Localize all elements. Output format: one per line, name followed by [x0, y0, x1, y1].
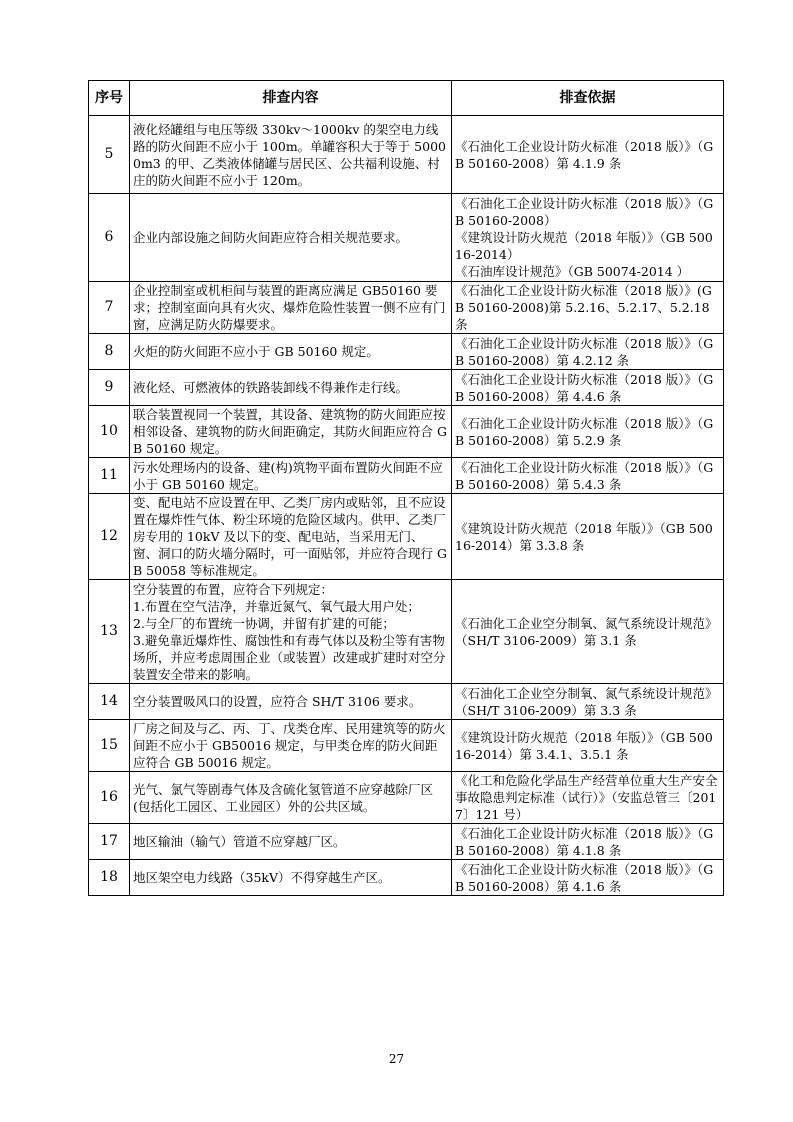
row-basis	[452, 116, 724, 194]
basis-line: 《石油化工企业设计防火标准（2018 版）》（GB 50160-2008）第 4.1.6 条	[455, 861, 714, 894]
content-line: 液化烃、可燃液体的铁路装卸线不得兼作走行线。	[133, 380, 409, 395]
content-line: 3.避免靠近爆炸性、腐蚀性和有毒气体以及粉尘等有害物场所，并应考虑周围企业（或装置）改建或扩建时对空分装置安全带来的影响。	[133, 632, 446, 682]
table-row	[89, 720, 724, 772]
row-number: 12	[89, 494, 130, 580]
row-number: 10	[89, 406, 130, 458]
content-line: 污水处理场内的设备、建(构)筑物平面布置防火间距不应小于 GB 50160 规定。	[133, 459, 443, 492]
row-basis	[452, 860, 724, 896]
row-content	[130, 116, 452, 194]
content-line: 联合装置视同一个装置，其设备、建筑物的防火间距应按相邻设备、建筑物的防火间距确定，其防火间距应符合 GB 50160 规定。	[133, 407, 447, 456]
table-row	[89, 580, 724, 684]
basis-line: 《石油化工企业设计防火标准（2018 版）》（GB 50160-2008）	[455, 196, 714, 228]
row-basis	[452, 684, 724, 720]
table-row	[89, 194, 724, 282]
table-header-row	[89, 81, 724, 116]
row-number: 13	[89, 580, 130, 684]
basis-line: 《石油化工企业设计防火标准（2018 版）》（GB 50160-2008）第 4.1.8 条	[455, 825, 714, 858]
row-content	[130, 684, 452, 720]
row-basis	[452, 406, 724, 458]
row-number: 9	[89, 370, 130, 406]
content-line: 企业内部设施之间防火间距应符合相关规范要求。	[133, 230, 409, 245]
row-content	[130, 406, 452, 458]
table-row	[89, 406, 724, 458]
row-basis	[452, 458, 724, 494]
row-basis	[452, 772, 724, 824]
content-line: 2.与全厂的布置统一协调，并留有扩建的可能；	[133, 615, 395, 631]
row-content	[130, 458, 452, 494]
row-basis	[452, 370, 724, 406]
row-content	[130, 494, 452, 580]
basis-line: 《石油化工企业设计防火标准（2018 版）》（GB 50160-2008）第 4.1.9 条	[455, 138, 714, 171]
content-line: 地区架空电力线路（35kV）不得穿越生产区。	[133, 870, 391, 885]
basis-line: 《建筑设计防火规范（2018 年版）》（GB 50016-2014）第 3.3.8 条	[455, 520, 713, 553]
basis-line: 《化工和危险化学品生产经营单位重大生产安全事故隐患判定标准（试行）》（安监总管三〔2017〕121 号）	[455, 773, 718, 822]
content-line: 1.布置在空气洁净，并靠近氮气、氧气最大用户处；	[133, 598, 420, 614]
content-line: 企业控制室或机柜间与装置的距离应满足 GB50160 要求；控制室面向具有火灾、爆炸危险性装置一侧不应有门窗，应满足防火防爆要求。	[133, 283, 446, 332]
row-basis	[452, 334, 724, 370]
basis-line: 《石油化工企业设计防火标准（2018 版）》（GB 50160-2008）第 4.2.12 条	[455, 335, 714, 368]
row-number: 15	[89, 720, 130, 772]
row-number: 17	[89, 824, 130, 860]
basis-line: 《石油化工企业设计防火标准（2018 版）》(GB 50160-2008)第 5.2.16、5.2.17、5.2.18 条	[455, 283, 712, 332]
header-content: 排查内容	[130, 81, 452, 116]
content-line: 地区输油（输气）管道不应穿越厂区。	[133, 834, 346, 849]
inspection-table	[88, 80, 724, 896]
table-row	[89, 116, 724, 194]
page-number: 27	[388, 1052, 405, 1066]
header-basis: 排查依据	[452, 81, 724, 116]
row-content	[130, 824, 452, 860]
table-row	[89, 458, 724, 494]
table-row	[89, 334, 724, 370]
table-row	[89, 824, 724, 860]
row-content	[130, 772, 452, 824]
basis-line: 《建筑设计防火规范（2018 年版）》（GB 50016-2014）	[455, 230, 713, 262]
basis-line: 《石油库设计规范》（GB 50074-2014 ）	[455, 264, 690, 279]
row-basis	[452, 282, 724, 334]
row-content	[130, 860, 452, 896]
row-number: 5	[89, 116, 130, 194]
content-line: 空分装置的布置，应符合下列规定：	[133, 581, 334, 597]
row-content	[130, 194, 452, 282]
basis-line: 《石油化工企业设计防火标准（2018 版）》（GB 50160-2008）第 5.2.9 条	[455, 415, 714, 448]
row-content	[130, 720, 452, 772]
content-line: 火炬的防火间距不应小于 GB 50160 规定。	[133, 344, 379, 359]
row-number: 18	[89, 860, 130, 896]
row-basis	[452, 824, 724, 860]
content-line: 厂房之间及与乙、丙、丁、戊类仓库、民用建筑等的防火间距不应小于 GB50016 规定，与甲类仓库的防火间距应符合 GB 50016 规定。	[133, 721, 446, 770]
basis-line: 《石油化工企业设计防火标准（2018 版）》（GB 50160-2008）第 4.4.6 条	[455, 371, 714, 404]
table-row	[89, 282, 724, 334]
row-content	[130, 334, 452, 370]
row-content	[130, 370, 452, 406]
table-row	[89, 494, 724, 580]
basis-line: 《石油化工企业设计防火标准（2018 版）》（GB 50160-2008）第 5.4.3 条	[455, 459, 714, 492]
row-number: 14	[89, 684, 130, 720]
table-row	[89, 860, 724, 896]
basis-line: 《建筑设计防火规范（2018 年版）》（GB 50016-2014）第 3.4.1、3.5.1 条	[455, 729, 713, 762]
row-content	[130, 282, 452, 334]
content-line: 光气、氯气等剧毒气体及含硫化氢管道不应穿越除厂区(包括化工园区、工业园区）外的公共区域。	[133, 781, 434, 814]
row-number: 16	[89, 772, 130, 824]
row-basis	[452, 494, 724, 580]
content-line: 液化烃罐组与电压等级 330kv～1000kv 的架空电力线路的防火间距不应小于 100m。单罐容积大于等于 50000m3 的甲、乙类液体储罐与居民区、公共福利设施、村庄的防火间距不应小于 120m。	[133, 121, 446, 188]
table-row	[89, 684, 724, 720]
header-no: 序号	[89, 81, 130, 116]
row-basis	[452, 194, 724, 282]
table-row	[89, 772, 724, 824]
content-line: 变、配电站不应设置在甲、乙类厂房内或贴邻，且不应设置在爆炸性气体、粉尘环境的危险区域内。供甲、乙类厂房专用的 10kV 及以下的变、配电站，当采用无门、窗、洞口的防火墙分隔时，可一面贴邻，并应符合现行 GB 50058 等标准规定。	[133, 495, 447, 578]
basis-line: 《石油化工企业空分制氧、氮气系统设计规范》（SH/T 3106-2009）第 3.1 条	[455, 615, 718, 648]
basis-line: 《石油化工企业空分制氧、氮气系统设计规范》（SH/T 3106-2009）第 3.3 条	[455, 685, 718, 718]
row-number: 7	[89, 282, 130, 334]
row-number: 11	[89, 458, 130, 494]
table-row	[89, 370, 724, 406]
content-line: 空分装置吸风口的设置，应符合 SH/T 3106 要求。	[133, 694, 422, 709]
row-basis	[452, 720, 724, 772]
row-content	[130, 580, 452, 684]
row-number: 8	[89, 334, 130, 370]
row-number: 6	[89, 194, 130, 282]
row-basis	[452, 580, 724, 684]
